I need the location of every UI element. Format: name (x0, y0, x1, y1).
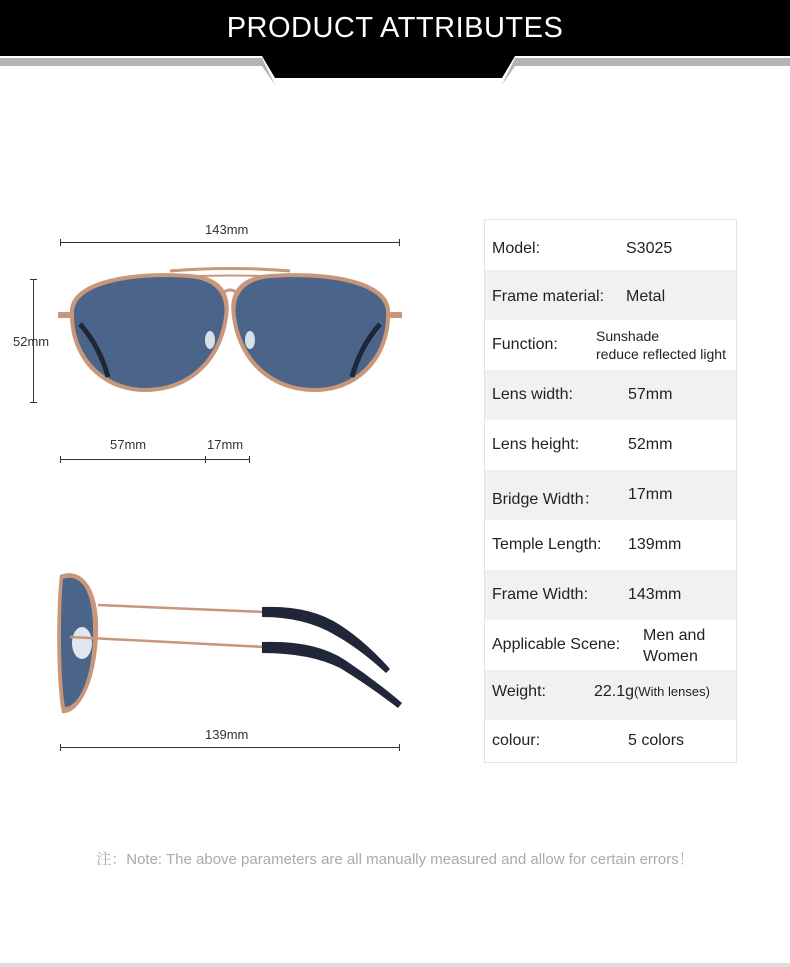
sunglasses-front-image (50, 262, 410, 402)
sunglasses-side-image (50, 565, 410, 720)
spec-row-frame-material (485, 270, 736, 320)
spec-label: Model: (492, 240, 541, 257)
spec-row-temple-length (485, 520, 736, 570)
spec-table (484, 219, 737, 763)
spec-row-lens-height (485, 420, 736, 470)
spec-label: Lens width: (492, 386, 573, 403)
spec-value: Metal (626, 288, 666, 305)
spec-value-line2: reduce reflected light (596, 346, 726, 362)
dimension-tick (30, 402, 37, 403)
dimension-tick (205, 456, 206, 463)
spec-row-weight (485, 670, 736, 720)
spec-row-applicable-scene (485, 620, 736, 670)
spec-row-function (485, 320, 736, 370)
bottom-divider (0, 963, 790, 967)
spec-row-frame-width (485, 570, 736, 620)
spec-value-line1: Men and (643, 627, 706, 644)
dimension-tick (399, 239, 400, 246)
spec-value: 52mm (628, 436, 673, 453)
spec-label: Frame material: (492, 288, 605, 305)
spec-value: 57mm (628, 386, 673, 403)
lens-width-dimension-label: 57mm (110, 437, 147, 452)
spec-label: colour: (492, 732, 541, 749)
page-title: PRODUCT ATTRIBUTES (226, 12, 564, 44)
spec-label: Function: (492, 336, 558, 353)
dimension-tick (249, 456, 250, 463)
spec-value-line1: Sunshade (596, 328, 660, 344)
bridge-dimension-label: 17mm (207, 437, 244, 452)
spec-value: 139mm (628, 536, 682, 553)
spec-row-colour (485, 720, 736, 770)
spec-value: 17mm (628, 486, 673, 503)
lens-bridge-dimension-line (60, 459, 250, 460)
spec-label: Temple Length: (492, 536, 602, 553)
spec-label: Frame Width: (492, 586, 589, 603)
dimension-tick (30, 279, 37, 280)
lens-height-dimension-line (33, 279, 34, 403)
spec-label: Lens height: (492, 436, 580, 453)
spec-value-line2: Women (643, 648, 698, 665)
spec-row-lens-width (485, 370, 736, 420)
frame-width-dimension-line (60, 242, 400, 243)
spec-value: 143mm (628, 586, 682, 603)
temple-length-dimension-line (60, 747, 400, 748)
weight-note: (With lenses) (634, 684, 710, 699)
temple-length-dimension-label: 139mm (205, 727, 249, 742)
dimension-tick (399, 744, 400, 751)
frame-width-dimension-label: 143mm (205, 222, 249, 237)
spec-value: 5 colors (628, 732, 685, 749)
dimension-tick (60, 239, 61, 246)
spec-label: Applicable Scene: (492, 636, 621, 653)
dimension-tick (60, 456, 61, 463)
weight-value: 22.1g (594, 683, 635, 700)
spec-label: Weight: (492, 683, 546, 700)
disclaimer-note: 注：Note: The above parameters are all manually measured and allow for certain errors！ (96, 851, 694, 868)
spec-value: S3025 (626, 240, 673, 257)
spec-row-model (485, 220, 736, 270)
dimension-tick (60, 744, 61, 751)
spec-value (594, 683, 710, 701)
spec-row-bridge-width (485, 470, 736, 520)
spec-label: Bridge Width： (492, 491, 600, 508)
lens-height-dimension-label: 52mm (13, 334, 50, 349)
